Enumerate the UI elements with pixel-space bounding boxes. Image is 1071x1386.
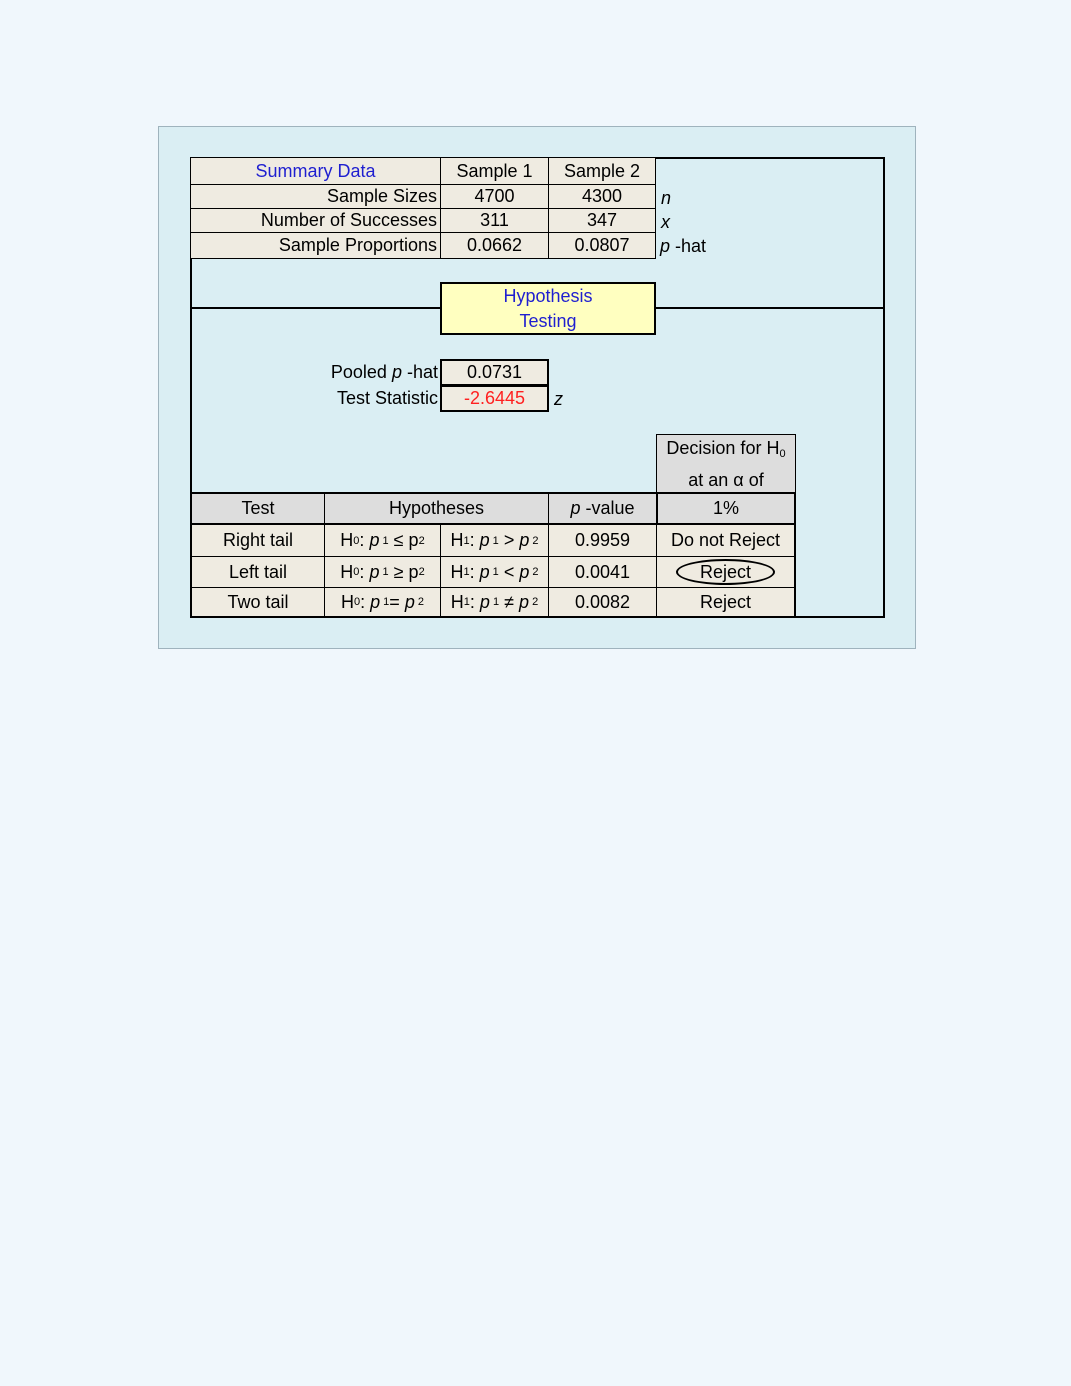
reject-highlight-oval: Reject [676, 559, 775, 585]
row-left-tail-pvalue: 0.0041 [548, 556, 657, 588]
test-statistic-value: -2.6445 [440, 385, 549, 412]
col-hypotheses-header: Hypotheses [324, 492, 549, 525]
sample1-header: Sample 1 [440, 157, 549, 185]
proportions-label: Sample Proportions [190, 232, 441, 259]
successes-label: Number of Successes [190, 208, 441, 233]
symbol-z: z [554, 389, 563, 409]
row-two-tail-h0: H 0 : p 1 = p 2 [324, 587, 441, 618]
col-p-value-header: p -value [548, 492, 657, 525]
row-right-tail-h0: H 0 : p 1 ≤ p 2 [324, 524, 441, 557]
sample2-successes[interactable]: 347 [548, 208, 656, 233]
row-right-tail-h1: H 1 : p 1 > p 2 [440, 524, 549, 557]
sample2-proportion: 0.0807 [548, 232, 656, 259]
test-statistic-label: Test Statistic [336, 388, 438, 408]
symbol-n: n [661, 188, 672, 208]
row-right-tail-pvalue: 0.9959 [548, 524, 657, 557]
row-two-tail-decision: Reject [656, 587, 796, 618]
sample1-successes[interactable]: 311 [440, 208, 549, 233]
pooled-p-hat-label: Pooled p -hat [330, 362, 438, 382]
pooled-p-hat-value: 0.0731 [440, 359, 549, 386]
row-left-tail-decision [656, 556, 796, 588]
sample2-size[interactable]: 4300 [548, 184, 656, 209]
symbol-p-hat: p -hat [660, 236, 707, 256]
sample1-size[interactable]: 4700 [440, 184, 549, 209]
row-left-tail-h0: H 0 : p 1 ≥ p 2 [324, 556, 441, 588]
row-right-tail-test: Right tail [190, 524, 325, 557]
col-alpha-header: 1% [656, 492, 796, 525]
hypothesis-testing-title: Hypothesis Testing [440, 282, 656, 335]
summary-title: Summary Data [190, 157, 441, 185]
col-test-header: Test [190, 492, 325, 525]
row-left-tail-test: Left tail [190, 556, 325, 588]
sample-sizes-label: Sample Sizes [190, 184, 441, 209]
sample2-header: Sample 2 [548, 157, 656, 185]
symbol-x: x [661, 212, 670, 232]
sample1-proportion: 0.0662 [440, 232, 549, 259]
row-left-tail-h1: H 1 : p 1 < p 2 [440, 556, 549, 588]
row-two-tail-pvalue: 0.0082 [548, 587, 657, 618]
row-right-tail-decision: Do not Reject [656, 524, 796, 557]
row-two-tail-h1: H 1 : p 1 ≠ p 2 [440, 587, 549, 618]
row-two-tail-test: Two tail [190, 587, 325, 618]
decision-header: Decision for $H_0$ at an α of [656, 434, 796, 493]
